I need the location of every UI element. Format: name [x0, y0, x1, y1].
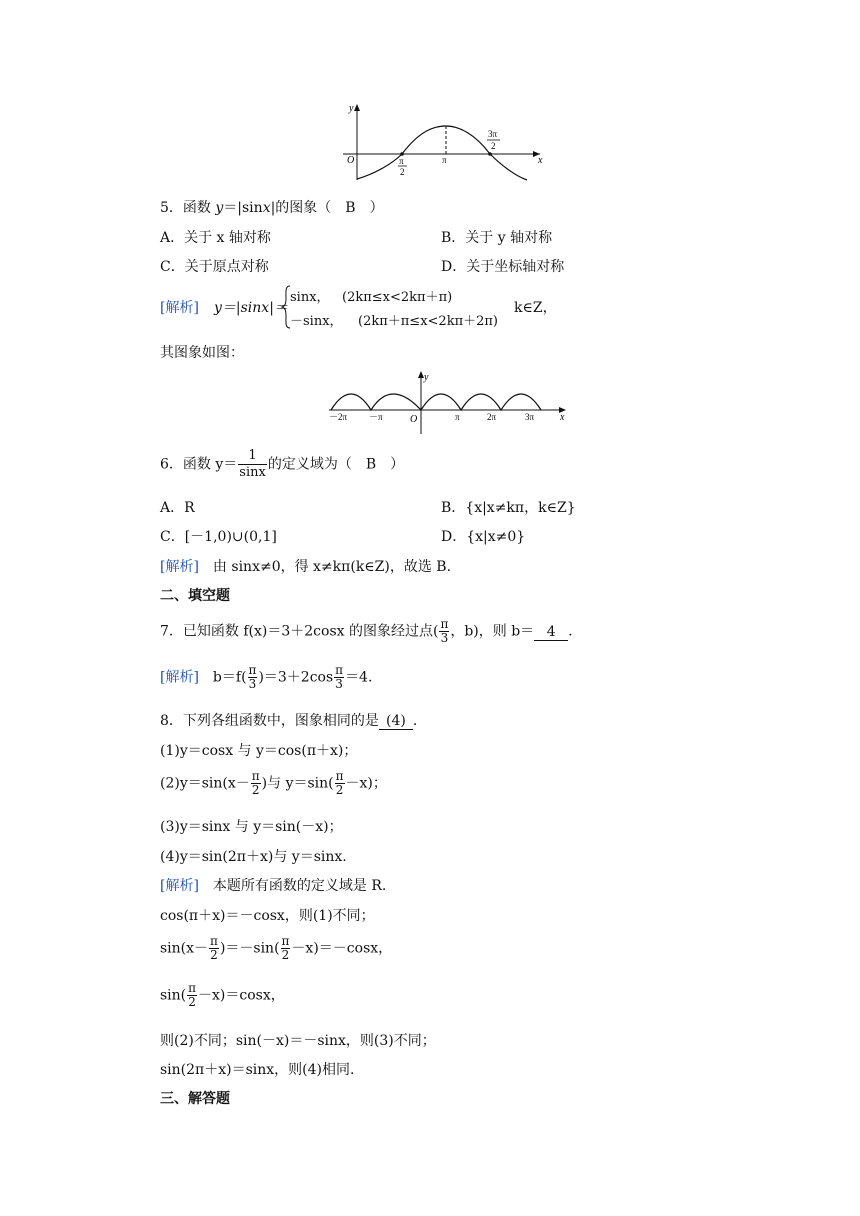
y-axis-label: y [349, 103, 354, 114]
q8-analysis-line-3: sin( $\frac{\pi}{2}$ －x)＝cosx， [160, 981, 285, 1009]
tick-2pi: 2π [487, 412, 497, 422]
tick-pi: π [442, 155, 447, 165]
q5-option-b: B．关于 y 轴对称 [441, 230, 553, 246]
figure-caption: 其图象如图： [160, 345, 244, 361]
q6-option-a: A．R [160, 500, 195, 516]
tick-3pi: 3π [525, 412, 535, 422]
q6-stem: 6．函数 y＝ $\frac{1}{\sin x}$ 的定义域为（ B ） [160, 448, 405, 480]
q8-answer-blank: (4) [379, 713, 413, 730]
q5-option-c: C．关于原点对称 [160, 259, 269, 275]
x-axis-label: x [538, 155, 543, 166]
q8-analysis-line-2: sin(x－ $\frac{\pi}{2}$ )＝－sin( $\frac{\pi}{2}$ －x)＝－cosx， [160, 934, 393, 962]
q8-item-2: (2)y＝sin(x－ $\frac{\pi}{2}$ )与 y＝sin( $\frac{\pi}{2}$ －x)； [160, 769, 387, 797]
q8-item-1: (1)y＝cosx 与 y＝cos(π＋x)； [160, 743, 358, 759]
x-axis-label: x [560, 412, 565, 423]
q5-option-d: D．关于坐标轴对称 [441, 259, 565, 275]
q5-analysis-eq: y＝|sinx|＝ [214, 300, 288, 316]
q6-analysis: [解析] 由 sinx≠0，得 x≠kπ(k∈Z)，故选 B. [160, 559, 452, 575]
sine-curve [357, 126, 527, 180]
q8-analysis-line-4: 则(2)不同；sin(－x)＝－sinx，则(3)不同； [160, 1033, 436, 1049]
piecewise-case-1-cond: (2kπ≤x<2kπ＋π) [342, 290, 453, 305]
piecewise-case-2-func: －sinx， [290, 314, 343, 329]
k-in-z: k∈Z， [514, 300, 557, 316]
origin-label: O [347, 155, 355, 166]
q5-stem: 5．函数 y＝|sinx|的图象（ B ） [160, 200, 384, 216]
section-fill-in-heading: 二、填空题 [160, 588, 230, 604]
tick-neg-2pi: －2π [329, 412, 348, 422]
section-answer-heading: 三、解答题 [160, 1091, 230, 1107]
q8-analysis-line-1: cos(π＋x)＝－cosx，则(1)不同； [160, 908, 375, 924]
q7-answer-blank: 4 [534, 624, 568, 641]
q6-option-c: C．[－1,0)∪(0,1] [160, 529, 277, 545]
q8-item-3: (3)y＝sinx 与 y＝sin(－x)； [160, 819, 343, 835]
tick-3pi-half-num: 3π [488, 129, 498, 139]
tick-pi-half-num: π [399, 156, 404, 166]
sine-graph-1 [335, 100, 555, 185]
y-axis-label: y [424, 372, 429, 383]
q7-stem: 7．已知函数 f(x)＝3＋2cosx 的图象经过点( $\frac{\pi}{3}$ ，b)，则 b＝ 4 . [160, 617, 573, 645]
abs-sine-graph [325, 366, 570, 436]
q6-option-d: D．{x|x≠0} [441, 529, 526, 545]
q8-stem: 8．下列各组函数中，图象相同的是 (4) . [160, 713, 418, 729]
q8-analysis: [解析] 本题所有函数的定义域是 R. [160, 878, 387, 894]
tick-3pi-half-den: 2 [491, 141, 496, 151]
abs-sine-curve [331, 394, 541, 410]
q8-item-4: (4)y＝sin(2π＋x)与 y＝sinx. [160, 849, 347, 865]
tick-pi: π [455, 412, 460, 422]
piecewise-case-1-func: sinx， [290, 290, 330, 305]
tick-neg-pi: －π [369, 412, 383, 422]
piecewise-case-2-cond: (2kπ＋π≤x<2kπ＋2π) [358, 314, 499, 329]
q8-analysis-line-5: sin(2π＋x)＝sinx，则(4)相同. [160, 1062, 355, 1078]
q6-option-b: B．{x|x≠kπ，k∈Z} [441, 500, 576, 516]
q7-analysis: [解析] b＝f( $\frac{\pi}{3}$ )＝3＋2cos $\frac{\pi}{3}$ ＝4. [160, 663, 373, 691]
q5-option-a: A．关于 x 轴对称 [160, 230, 271, 246]
origin-label: O [410, 414, 418, 425]
q5-analysis-label: [解析] [160, 300, 199, 316]
tick-pi-half-den: 2 [400, 167, 405, 177]
